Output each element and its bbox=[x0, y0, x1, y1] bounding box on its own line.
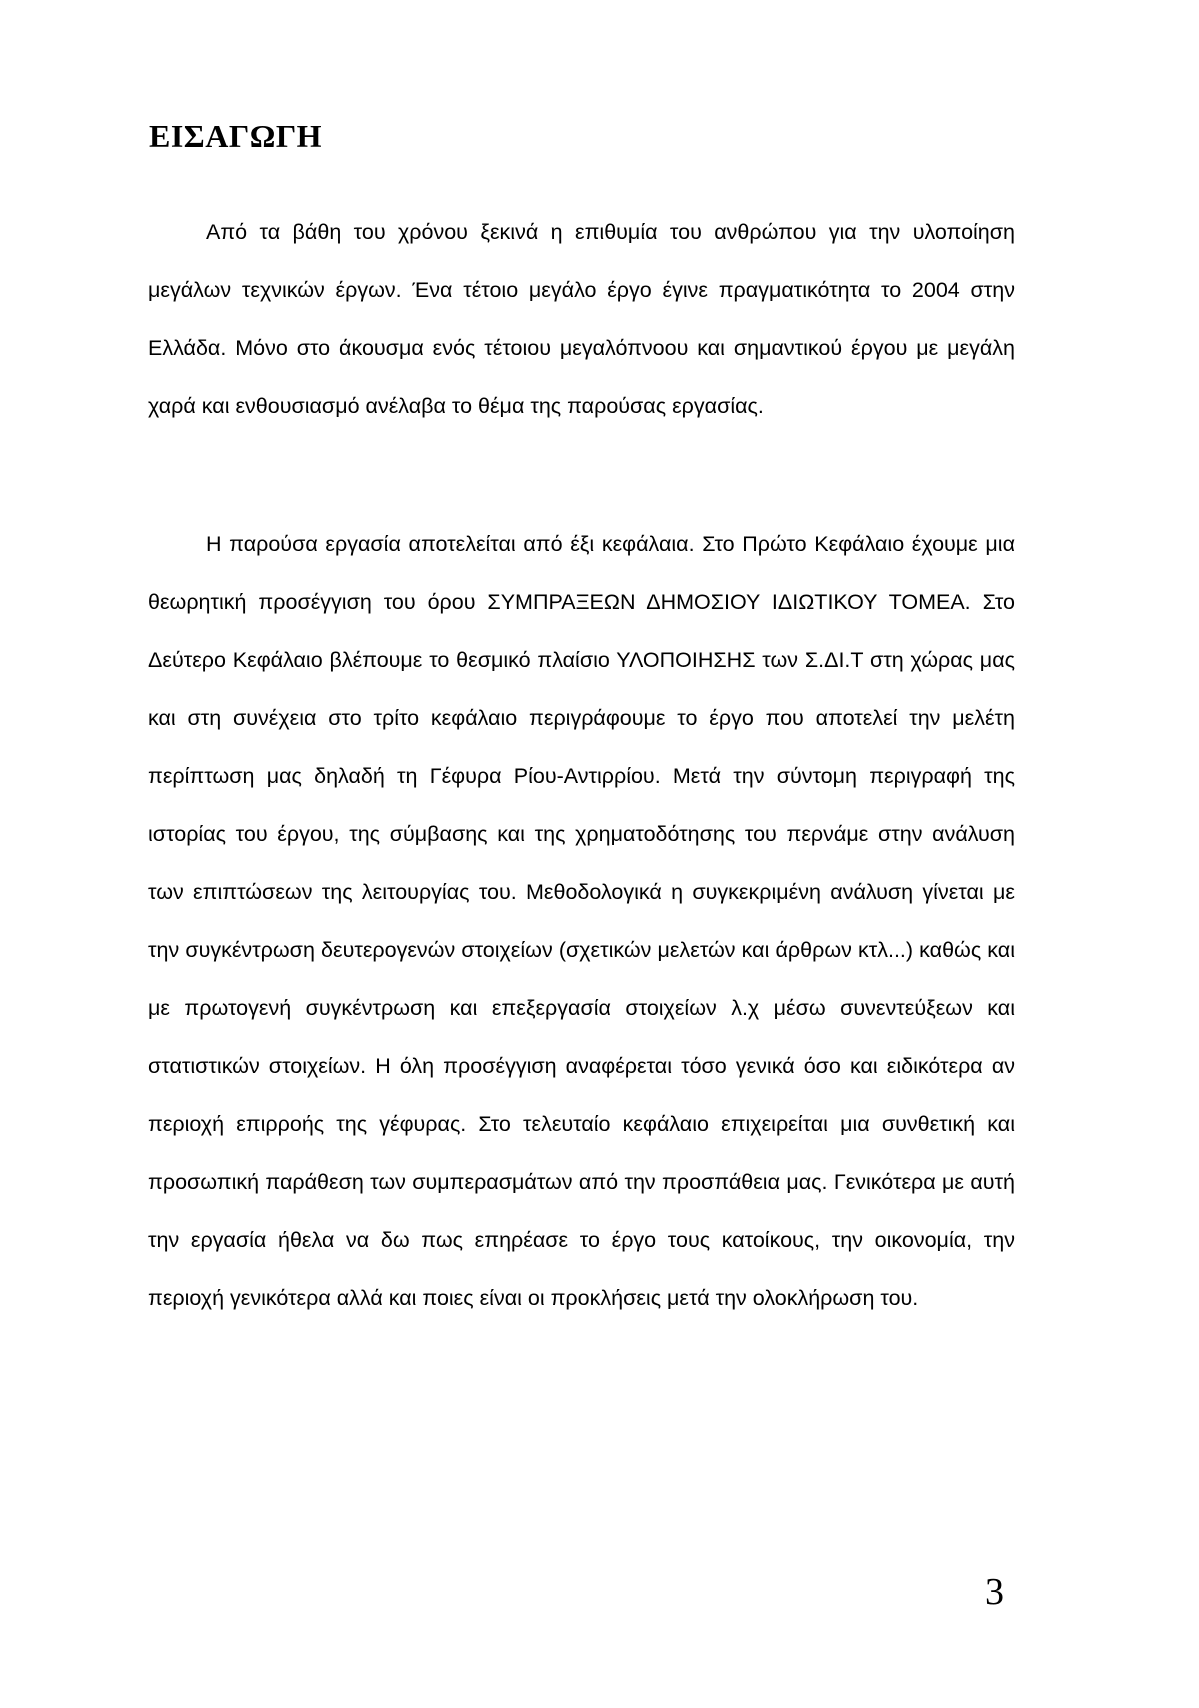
section-heading: ΕΙΣΑΓΩΓΗ bbox=[149, 118, 323, 154]
page-number: 3 bbox=[985, 1571, 1004, 1613]
paragraph-chapters: Η παρούσα εργασία αποτελείται από έξι κεφάλαια. Στο Πρώτο Κεφάλαιο έχουμε μια θεωρητική προσέγγιση του όρου ΣΥΜΠΡΑΞΕΩΝ ΔΗΜΟΣΙΟΥ ΙΔΙΩΤΙΚΟΥ ΤΟΜΕΑ. Στο Δεύτερο Κεφάλαιο βλέπουμε το θεσμικό πλαίσιο ΥΛΟΠΟΙΗΣΗΣ των Σ.ΔΙ.Τ στη χώρας μας και στη συνέχεια στο τρίτο κεφάλαιο περιγράφουμε το έργο που αποτελεί την μελέτη περίπτωση μας δηλαδή τη Γέφυρα Ρίου-Αντιρρίου. Μετά την σύντομη περιγραφή της ιστορίας του έργου, της σύμβασης και της χρηματοδότησης του περνάμε στην ανάλυση των επιπτώσεων της λειτουργίας του. Μεθοδολογικά η συγκεκριμένη ανάλυση γίνεται με την συγκέντρωση δευτερογενών στοιχείων (σχετικών μελετών και άρθρων κτλ...) καθώς και με πρωτογενή συγκέντρωση και επεξεργασία στοιχείων λ.χ μέσω συνεντεύξεων και στατιστικών στοιχείων. Η όλη προσέγγιση αναφέρεται τόσο γενικά όσο και ειδικότερα αν περιοχή επιρροής της γέφυρας. Στο τελευταίο κεφάλαιο επιχειρείται μια συνθετική και προσωπική παράθεση των συμπερασμάτων από την προσπάθεια μας. Γενικότερα με αυτή την εργασία ήθελα να δω πως επηρέασε το έργο τους κατοίκους, την οικονομία, την περιοχή γενικότερα αλλά και ποιες είναι οι προκλήσεις μετά την ολοκλήρωση του. bbox=[148, 532, 1015, 1310]
paragraph-intro: Από τα βάθη του χρόνου ξεκινά η επιθυμία του ανθρώπου για την υλοποίηση μεγάλων τεχνικών έργων. Ένα τέτοιο μεγάλο έργο έγινε πραγματικότητα το 2004 στην Ελλάδα. Μόνο στο άκουσμα ενός τέτοιου μεγαλόπνοου και σημαντικού έργου με μεγάλη χαρά και ενθουσιασμό ανέλαβα το θέμα της παρούσας εργασίας. bbox=[148, 220, 1015, 418]
